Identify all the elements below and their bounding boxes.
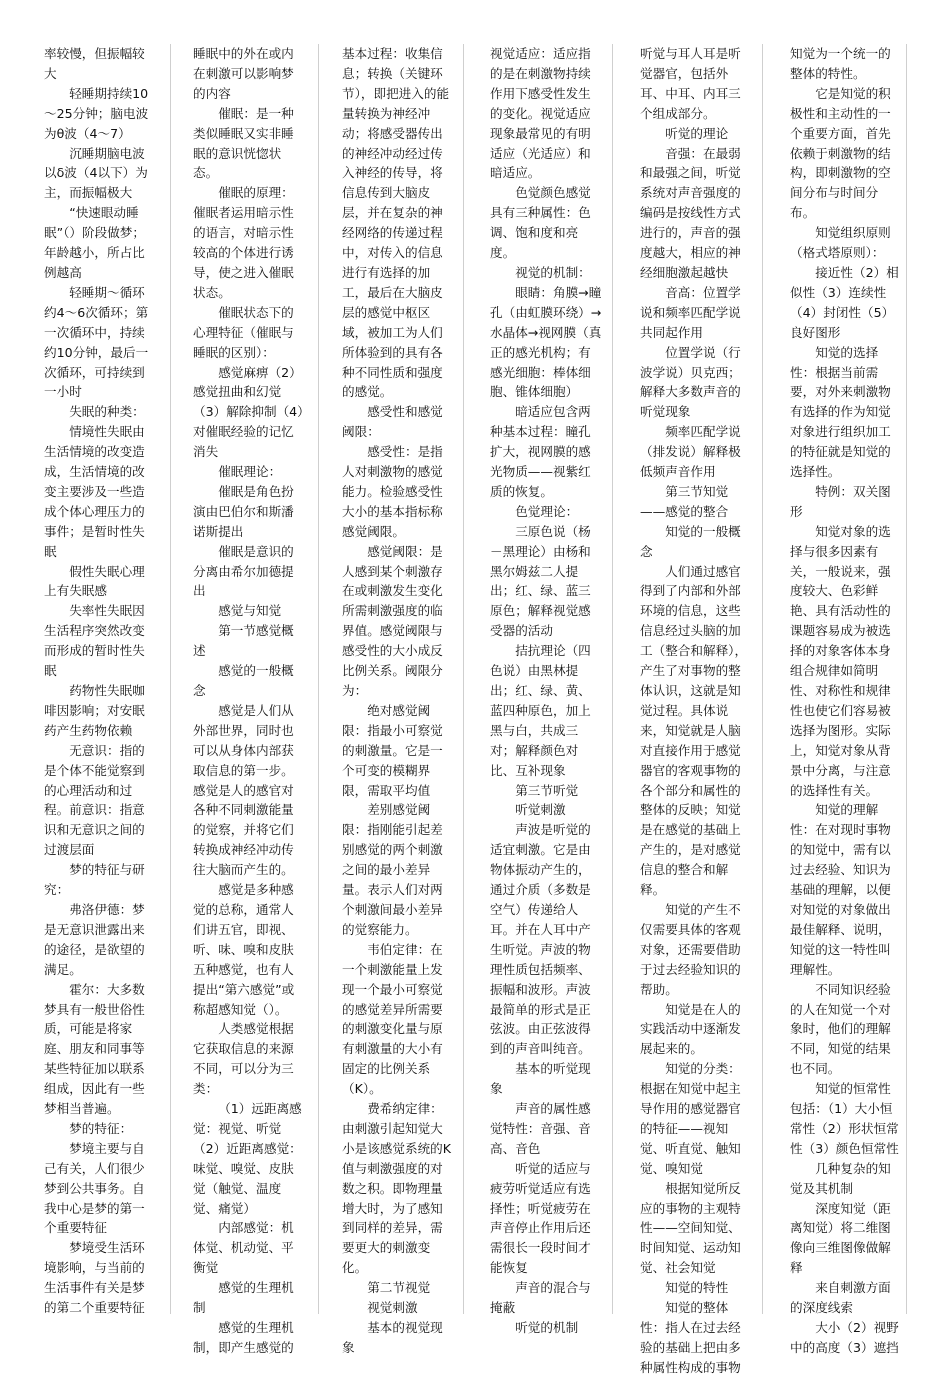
paragraph: 梦的特征： <box>69 1120 133 1136</box>
paragraph: 深度知觉（距离知觉）将二维图像向三维图像做解释 <box>790 1200 891 1276</box>
paragraph: 第一节感觉概述 <box>193 623 294 659</box>
paragraph: 人们通过感官得到了内部和外部环境的信息，这些信息经过头脑的加工（整合和解释），产生了对事物的整体认识，这就是知觉过程。具体说来，知觉就是人脑对直接作用于感觉器官的客观事物的各个部分和属性的整体的反映；知觉是在感觉的基础上产生的，是对感觉信息的整合和解释。 <box>640 563 748 898</box>
paragraph: 绝对感觉阈限：指最小可察觉的刺激量。它是一个可变的模糊界限，需取平均值 <box>342 702 443 798</box>
column-divider <box>170 44 171 1314</box>
paragraph: 知觉的特性 <box>665 1280 729 1296</box>
paragraph: 听觉的适应与疲劳听觉适应有选择性；听觉疲劳在声音停止作用后还需很长一段时间才能恢复 <box>490 1160 591 1276</box>
paragraph: 色觉颜色感觉具有三种属性：色调、饱和度和亮度。 <box>490 185 591 261</box>
paragraph: 频率匹配学说（排发说）解释极低频声音作用 <box>640 424 741 480</box>
paragraph: 知觉的整体性：指人在过去经验的基础上把由多种属性构成的事物 <box>640 1300 741 1375</box>
paragraph: 听觉的理论 <box>665 125 729 141</box>
paragraph: 基本的视觉现象 <box>342 1320 443 1355</box>
paragraph: 它是知觉的积极性和主动性的一个重要方面，首先依赖于刺激物的结构，即刺激物的空间分布与时间分布。 <box>790 85 891 221</box>
paragraph: 梦的特征与研究： <box>44 862 145 898</box>
paragraph: “快速眼动睡眠”（）阶段做梦；年龄越小，所占比例越高 <box>44 205 145 280</box>
paragraph: 知觉的恒常性包括：（1）大小恒常性（2）形状恒常性（3）颜色恒常性 <box>790 1081 899 1156</box>
paragraph: 知觉的理解性：在对现时事物的知觉中，需有以过去经验、知识为基础的理解，以便对知觉的对象做出最佳解释、说明，知觉的这一特性叫理解性。 <box>790 802 891 977</box>
paragraph: 基本过程：收集信息；转换（关键环节），即把进入的能量转换为神经冲动；将感受器传出的神经冲动经过传入神经的传导，将信息传到大脑皮层，并在复杂的神经网络的传递过程中，对传入的信息进行有选择的加工，最后在大脑皮层的感觉中枢区域，被加工为人们所体验到的具有各种不同性质和强度的感觉。 <box>342 46 450 400</box>
paragraph: 听觉与耳人耳是听觉器官，包括外耳、中耳、内耳三个组成部分。 <box>640 46 741 121</box>
paragraph: 失率性失眠因生活程序突然改变而形成的暂时性失眠 <box>44 603 145 679</box>
paragraph: 感觉与知觉 <box>218 603 282 619</box>
paragraph: 声音的属性感觉特性：音强、音高、音色 <box>490 1101 591 1156</box>
paragraph: 药物性失眠咖啡因影响；对安眠药产生药物依赖 <box>44 683 145 738</box>
column-divider <box>762 44 763 1314</box>
paragraph: 催眠：是一种类似睡眠又实非睡眠的意识恍惚状态。 <box>193 105 294 181</box>
paragraph: 眼睛：角膜→瞳孔（由虹膜环绕）→水晶体→视网膜（真正的感光机构；有感光细胞：棒体细胞、锥体细胞） <box>490 284 602 400</box>
paragraph: 内部感觉：机体觉、机动觉、平衡觉 <box>193 1220 294 1276</box>
paragraph: 梦境主要与自己有关，人们很少梦到公共事务。自我中心是梦的第一个重要特征 <box>44 1140 145 1236</box>
paragraph: 知觉的产生不仅需要具体的客观对象，还需要借助于过去经验知识的帮助。 <box>640 901 741 997</box>
paragraph: 情境性失眠由生活情境的改变造成，生活情境的改变主要涉及一些造成个体心理压力的事件；是暂时性失眠 <box>44 424 145 559</box>
paragraph: 第二节视觉 <box>367 1280 431 1296</box>
paragraph: 感觉是多种感觉的总称，通常人们讲五官，即视、听、味、嗅和皮肤五种感觉，也有人提出“第六感觉”或称超感知觉（）。 <box>193 882 295 1017</box>
paragraph: 听觉刺激 <box>515 802 566 818</box>
paragraph: 根据知觉所反应的事物的主观特性——空间知觉、时间知觉、运动知觉、社会知觉 <box>640 1180 741 1276</box>
paragraph: 霍尔：大多数梦具有一般世俗性质，可能是将家庭、朋友和同事等某些特征加以联系组成，因此有一些梦相当普遍。 <box>44 981 145 1117</box>
column-divider <box>318 44 319 1314</box>
paragraph: 感觉阈限：是人感到某个刺激存在或刺激发生变化所需刺激强度的临界值。感觉阈限与感受性的大小成反比例关系。阈限分为： <box>342 543 443 698</box>
paragraph: 视觉刺激 <box>367 1300 418 1316</box>
paragraph: 梦境受生活环境影响，与当前的生活事件有关是梦的第二个重要特征 <box>44 1240 145 1316</box>
paragraph: 大小（2）视野中的高度（3）遮挡 <box>790 1320 899 1355</box>
paragraph: 第三节听觉 <box>515 782 579 798</box>
paragraph: 失眠的种类： <box>69 404 145 420</box>
text-column-1 <box>44 44 156 1314</box>
paragraph: 感觉的一般概念 <box>193 663 294 698</box>
paragraph: 基本的听觉现象 <box>490 1061 591 1097</box>
paragraph: 无意识：指的是个体不能觉察到的心理活动和过程。前意识：指意识和无意识之间的过渡层面 <box>44 742 145 858</box>
paragraph: 三原色说（杨－黑理论）由杨和黑尔姆兹二人提出；红、绿、蓝三原色；解释视觉感受器的活动 <box>490 523 591 639</box>
paragraph: 催眠理论： <box>218 464 282 480</box>
column-divider <box>906 44 907 1314</box>
column-divider <box>463 44 464 1314</box>
paragraph: （1）远距离感觉：视觉、听觉（2）近距离感觉：味觉、嗅觉、皮肤觉（触觉、温度觉、痛觉） <box>193 1101 302 1216</box>
paragraph: 拮抗理论（四色说）由黑林提出；红、绿、黄、蓝四种原色，加上黑与白，共成三对；解释颜色对比、互补现象 <box>490 643 591 778</box>
column-divider <box>612 44 613 1314</box>
paragraph: 位置学说（行波学说）贝克西；解释大多数声音的听觉现象 <box>640 344 741 420</box>
paragraph: 视觉的机制： <box>515 264 591 280</box>
text-column-5 <box>640 44 752 1375</box>
paragraph: 第三节知觉——感觉的整合 <box>640 483 729 519</box>
paragraph: 费希纳定律：由刺激引起知觉大小是该感觉系统的K值与刺激强度的对数之积。即物理量增大时，为了感知到同样的差异，需要更大的刺激变化。 <box>342 1101 452 1276</box>
paragraph: 声音的混合与掩蔽 <box>490 1280 591 1316</box>
paragraph: 睡眠中的外在或内在刺激可以影响梦的内容 <box>193 46 294 101</box>
text-column-2 <box>193 44 305 1355</box>
paragraph: 接近性（2）相似性（3）连续性（4）封闭性（5）良好图形 <box>790 264 899 340</box>
paragraph: 知觉为一个统一的整体的特性。 <box>790 46 891 81</box>
paragraph: 音高：位置学说和频率匹配学说共同起作用 <box>640 284 741 340</box>
paragraph: 音强：在最弱和最强之间，听觉系统对声音强度的编码是按线性方式进行的，声音的强度越大，相应的神经细胞激起越快 <box>640 145 741 280</box>
paragraph: 弗洛伊德：梦是无意识泄露出来的途径，是欲望的满足。 <box>44 901 145 977</box>
paragraph: 视觉适应：适应指的是在刺激物持续作用下感受性发生的变化。视觉适应现象最常见的有明适应（光适应）和暗适应。 <box>490 46 591 181</box>
paragraph: 感受性：是指人对刺激物的感觉能力。检验感受性大小的基本指标称感觉阈限。 <box>342 444 443 539</box>
paragraph: 率较慢，但振幅较大 <box>44 46 145 81</box>
paragraph: 轻睡期持续10～25分钟；脑电波为θ波（4～7） <box>44 85 149 141</box>
paragraph: 知觉的分类：根据在知觉中起主导作用的感觉器官的特征——视知觉、听直觉、触知觉、嗅知觉 <box>640 1061 741 1176</box>
paragraph: 不同知识经验的人在知觉一个对象时，他们的理解不同，知觉的结果也不同。 <box>790 981 891 1077</box>
paragraph: 知觉对象的选择与很多因素有关，一般说来，强度较大、色彩鲜艳、具有活动性的课题容易成为被选择的对象客体本身组合规律如简明性、对称性和规律性也使它们容易被选择为图形。实际上，知觉对象从背景中分离，与注意的选择性有关。 <box>790 523 891 798</box>
paragraph: 感觉是人们从外部世界，同时也可以从身体内部获取信息的第一步。感觉是人的感官对各种不同刺激能量的觉察，并将它们转换成神经冲动传往大脑而产生的。 <box>193 702 294 878</box>
paragraph: 差别感觉阈限：指刚能引起差别感觉的两个刺激之间的最小差异量。表示人们对两个刺激间最小差异的觉察能力。 <box>342 802 443 937</box>
text-column-6 <box>790 44 902 1355</box>
paragraph: 来自刺激方面的深度线索 <box>790 1280 891 1316</box>
paragraph: 催眠状态下的心理特征（催眠与睡眠的区别）： <box>193 304 294 360</box>
paragraph: 几种复杂的知觉及其机制 <box>790 1160 891 1196</box>
paragraph: 轻睡期～循环约4～6次循环；第一次循环中，持续约10分钟，最后一次循环，可持续到一小时 <box>44 284 149 400</box>
paragraph: 知觉组织原则（格式塔原则）： <box>790 225 891 261</box>
paragraph: 催眠是角色扮演由巴伯尔和斯潘诺斯提出 <box>193 483 294 539</box>
text-column-4 <box>490 44 602 1335</box>
paragraph: 感觉的生理机制 <box>193 1280 294 1316</box>
paragraph: 知觉的选择性：根据当前需要，对外来刺激物有选择的作为知觉对象进行组织加工的特征就是知觉的选择性。 <box>790 344 891 480</box>
paragraph: 感觉的生理机制，即产生感觉的 <box>193 1320 294 1355</box>
paragraph: 感觉麻痹（2）感觉扭曲和幻觉（3）解除抑制（4）对催眠经验的记忆消失 <box>193 364 304 460</box>
paragraph: 色觉理论： <box>515 503 579 519</box>
paragraph: 知觉的一般概念 <box>640 523 741 559</box>
paragraph: 感受性和感觉阈限： <box>342 404 443 440</box>
paragraph: 特例：双关图形 <box>790 483 891 519</box>
text-column-3 <box>342 44 454 1355</box>
paragraph: 催眠的原理：催眠者运用暗示性的语言，对暗示性较高的个体进行诱导，使之进入催眠状态。 <box>193 185 294 300</box>
paragraph: 催眠是意识的分离由希尔加德提出 <box>193 543 294 599</box>
paragraph: 暗适应包含两种基本过程：瞳孔扩大，视网膜的感光物质——视紫红质的恢复。 <box>490 404 591 499</box>
paragraph: 声波是听觉的适宜刺激。它是由物体振动产生的，通过介质（多数是空气）传递给人耳。并在人耳中产生听觉。声波的物理性质包括频率、振幅和波形。声波最简单的形式是正弦波。由正弦波得到的声音叫纯音。 <box>490 822 591 1057</box>
paragraph: 假性失眠心理上有失眠感 <box>44 563 145 599</box>
paragraph: 听觉的机制 <box>515 1320 579 1335</box>
paragraph: 人类感觉根据它获取信息的来源不同，可以分为三类： <box>193 1021 294 1097</box>
paragraph: 知觉是在人的实践活动中逐渐发展起来的。 <box>640 1001 741 1057</box>
paragraph: 韦伯定律：在一个刺激能量上发现一个最小可察觉的感觉差异所需要的刺激变化量与原有刺激量的大小有固定的比例关系（K）。 <box>342 941 443 1097</box>
paragraph: 沉睡期脑电波以δ波（4以下）为主，而振幅极大 <box>44 145 148 201</box>
